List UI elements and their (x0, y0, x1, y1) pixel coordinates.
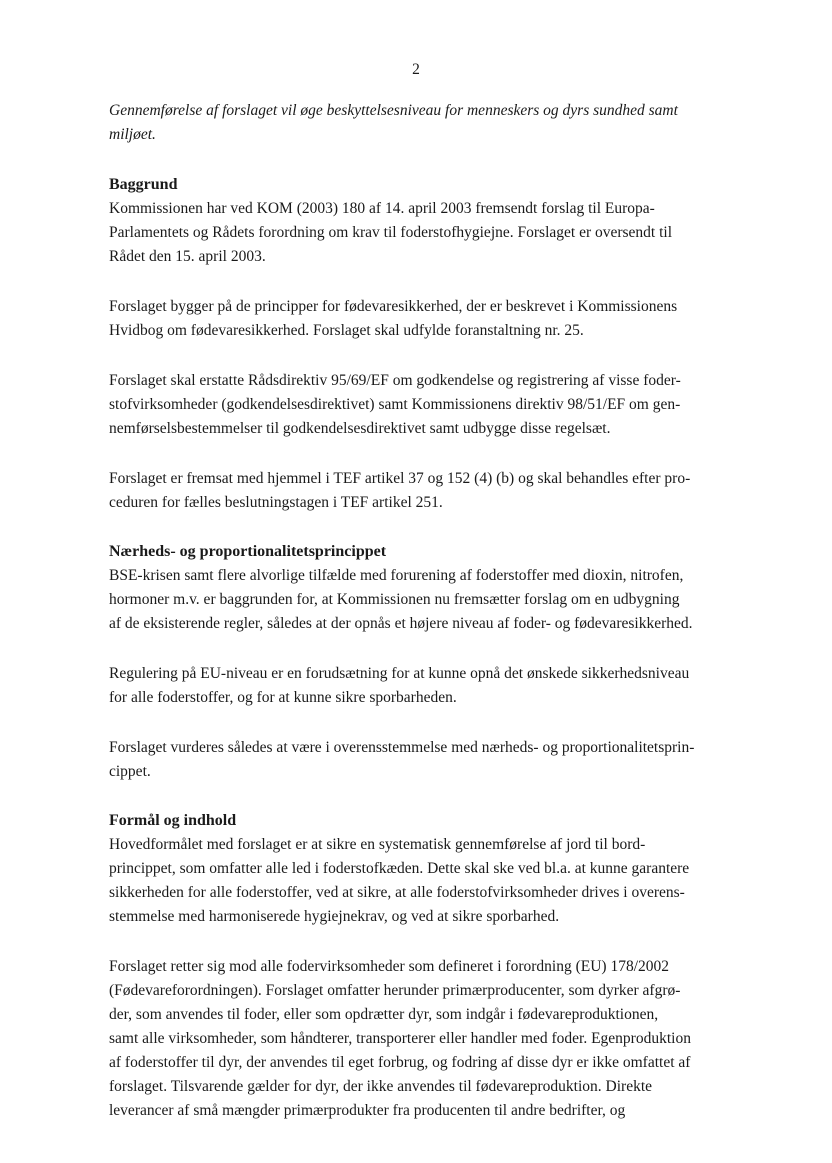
intro-paragraph (109, 99, 734, 147)
paragraph (109, 369, 741, 441)
text-line: cippet. (109, 763, 151, 780)
section-formaal-og-indhold (109, 809, 741, 1123)
text-line: princippet, som omfatter alle led i foderstofkæden. Dette skal ske ved bl.a. at kunne garantere (109, 860, 690, 877)
paragraph (109, 197, 741, 269)
section-heading: Baggrund (109, 176, 178, 193)
text-line: Forslaget bygger på de principper for fødevaresikkerhed, der er beskrevet i Kommissionens (109, 298, 678, 315)
section-baggrund (109, 173, 741, 515)
text-line: samt alle virksomheder, som håndterer, transporterer eller handler med foder. Egenproduktion (109, 1030, 691, 1047)
text-line: Forslaget skal erstatte Rådsdirektiv 95/69/EF om godkendelse og registrering af visse foder- (109, 372, 681, 389)
text-line: Kommissionen har ved KOM (2003) 180 af 14. april 2003 fremsendt forslag til Europa- (109, 200, 655, 217)
text-line: sikkerheden for alle foderstoffer, ved at sikre, at alle foderstofvirksomheder drives i overens- (109, 884, 685, 901)
document-body (109, 173, 741, 1123)
text-line: Forslaget retter sig mod alle fodervirksomheder som defineret i forordning (EU) 178/2002 (109, 958, 670, 975)
text-line: nemførselsbestemmelser til godkendelsesdirektivet samt udbygge disse regelsæt. (109, 420, 611, 437)
text-line: stemmelse med harmoniserede hygiejnekrav, og ved at sikre sporbarhed. (109, 908, 560, 925)
section-heading: Nærheds- og proportionalitetsprincippet (109, 543, 387, 560)
paragraph (109, 736, 741, 784)
text-line: Forslaget vurderes således at være i overensstemmelse med nærheds- og proportionalitetsprin- (109, 739, 695, 756)
text-line: stofvirksomheder (godkendelsesdirektivet) samt Kommissionens direktiv 98/51/EF om gen- (109, 396, 681, 413)
text-line: forslaget. Tilsvarende gælder for dyr, der ikke anvendes til fødevareproduktion. Direkte (109, 1078, 653, 1095)
text-line: af foderstoffer til dyr, der anvendes til eget forbrug, og fodring af disse dyr er ikke omfattet af (109, 1054, 691, 1071)
text-line: Regulering på EU-niveau er en forudsætning for at kunne opnå det ønskede sikkerhedsniveau (109, 665, 690, 682)
text-line: miljøet. (109, 126, 156, 143)
text-line: Gennemførelse af forslaget vil øge beskyttelsesniveau for menneskers og dyrs sundhed samt (109, 102, 678, 119)
text-line: leverancer af små mængder primærprodukter fra producenten til andre bedrifter, og (109, 1102, 626, 1119)
paragraph (109, 833, 741, 929)
text-line: der, som anvendes til foder, eller som opdrætter dyr, som indgår i fødevareproduktionen, (109, 1006, 659, 1023)
text-line: Parlamentets og Rådets forordning om krav til foderstofhygiejne. Forslaget er oversendt til (109, 224, 673, 241)
text-line: hormoner m.v. er baggrunden for, at Kommissionen nu fremsætter forslag om en udbygning (109, 591, 680, 608)
section-heading: Formål og indhold (109, 812, 237, 829)
text-line: Hvidbog om fødevaresikkerhed. Forslaget skal udfylde foranstaltning nr. 25. (109, 322, 584, 339)
section-naerhedsprincippet (109, 540, 741, 784)
paragraph (109, 662, 741, 710)
text-line: for alle foderstoffer, og for at kunne sikre sporbarheden. (109, 689, 457, 706)
text-line: ceduren for fælles beslutningstagen i TEF artikel 251. (109, 494, 443, 511)
text-line: Forslaget er fremsat med hjemmel i TEF artikel 37 og 152 (4) (b) og skal behandles efter pro- (109, 470, 691, 487)
paragraph (109, 564, 741, 636)
text-line: af de eksisterende regler, således at der opnås et højere niveau af foder- og fødevaresikkerhed. (109, 615, 693, 632)
text-line: Rådet den 15. april 2003. (109, 248, 266, 265)
text-line: (Fødevareforordningen). Forslaget omfatter herunder primærproducenter, som dyrker afgrø- (109, 982, 681, 999)
paragraph (109, 467, 741, 515)
text-line: BSE-krisen samt flere alvorlige tilfælde med forurening af foderstoffer med dioxin, nitrofen, (109, 567, 684, 584)
paragraph (109, 295, 741, 343)
text-line: Hovedformålet med forslaget er at sikre en systematisk gennemførelse af jord til bord- (109, 836, 646, 853)
paragraph (109, 955, 741, 1123)
page-number: 2 (412, 61, 420, 78)
